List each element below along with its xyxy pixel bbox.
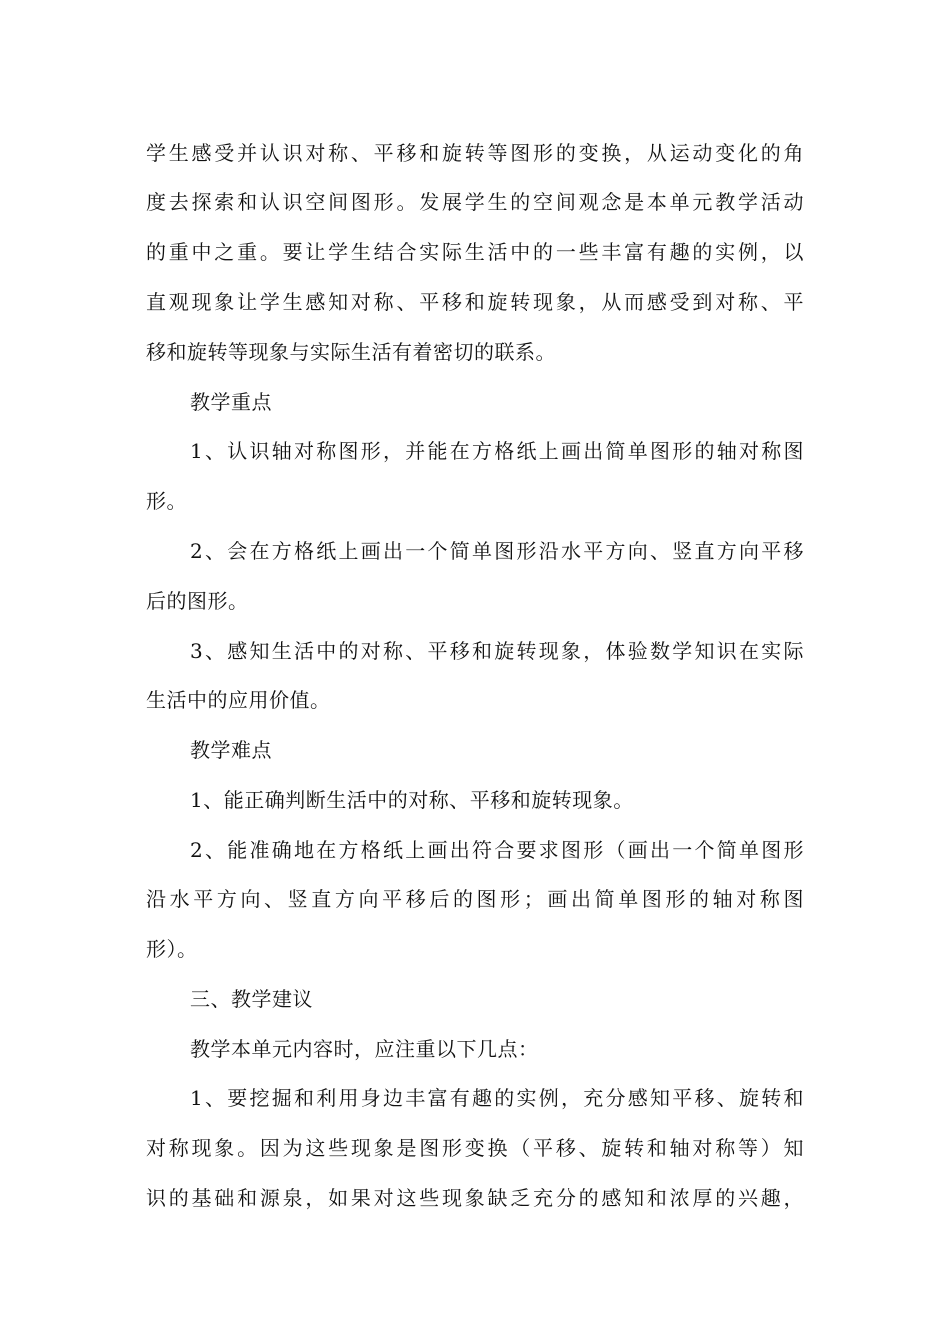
- text-line: 1、认识轴对称图形，并能在方格纸上画出简单图形的轴对称图: [190, 439, 804, 463]
- text-line: 2、会在方格纸上画出一个简单图形沿水平方向、竖直方向平移: [190, 539, 804, 563]
- text-line: 形）。: [146, 937, 198, 961]
- text-line: 移和旋转等现象与实际生活有着密切的联系。: [146, 340, 556, 364]
- text-line: 度去探索和认识空间图形。发展学生的空间观念是本单元教学活动: [146, 190, 804, 214]
- text-line: 形。: [146, 489, 187, 513]
- section-heading-key-points: 教学重点: [190, 390, 272, 414]
- text-line: 的重中之重。要让学生结合实际生活中的一些丰富有趣的实例，以: [146, 240, 804, 264]
- text-line: 1、能正确判断生活中的对称、平移和旋转现象。: [190, 788, 634, 812]
- text-line: 识的基础和源泉，如果对这些现象缺乏充分的感知和浓厚的兴趣，: [146, 1186, 804, 1210]
- text-line: 学生感受并认识对称、平移和旋转等图形的变换，从运动变化的角: [146, 141, 804, 165]
- text-line: 对称现象。因为这些现象是图形变换（平移、旋转和轴对称等）知: [146, 1136, 804, 1160]
- text-line: 生活中的应用价值。: [146, 688, 331, 712]
- text-line: 1、要挖掘和利用身边丰富有趣的实例，充分感知平移、旋转和: [190, 1086, 804, 1110]
- text-line: 沿水平方向、竖直方向平移后的图形；画出简单图形的轴对称图: [146, 887, 804, 911]
- text-line: 3、感知生活中的对称、平移和旋转现象，体验数学知识在实际: [190, 639, 804, 663]
- text-line: 后的图形。: [146, 589, 249, 613]
- text-line: 2、能准确地在方格纸上画出符合要求图形（画出一个简单图形: [190, 838, 804, 862]
- section-heading-teaching-suggestions: 三、教学建议: [190, 987, 313, 1011]
- text-line: 教学本单元内容时，应注重以下几点：: [190, 1037, 539, 1061]
- section-heading-difficulties: 教学难点: [190, 738, 272, 762]
- text-line: 直观现象让学生感知对称、平移和旋转现象，从而感受到对称、平: [146, 290, 804, 314]
